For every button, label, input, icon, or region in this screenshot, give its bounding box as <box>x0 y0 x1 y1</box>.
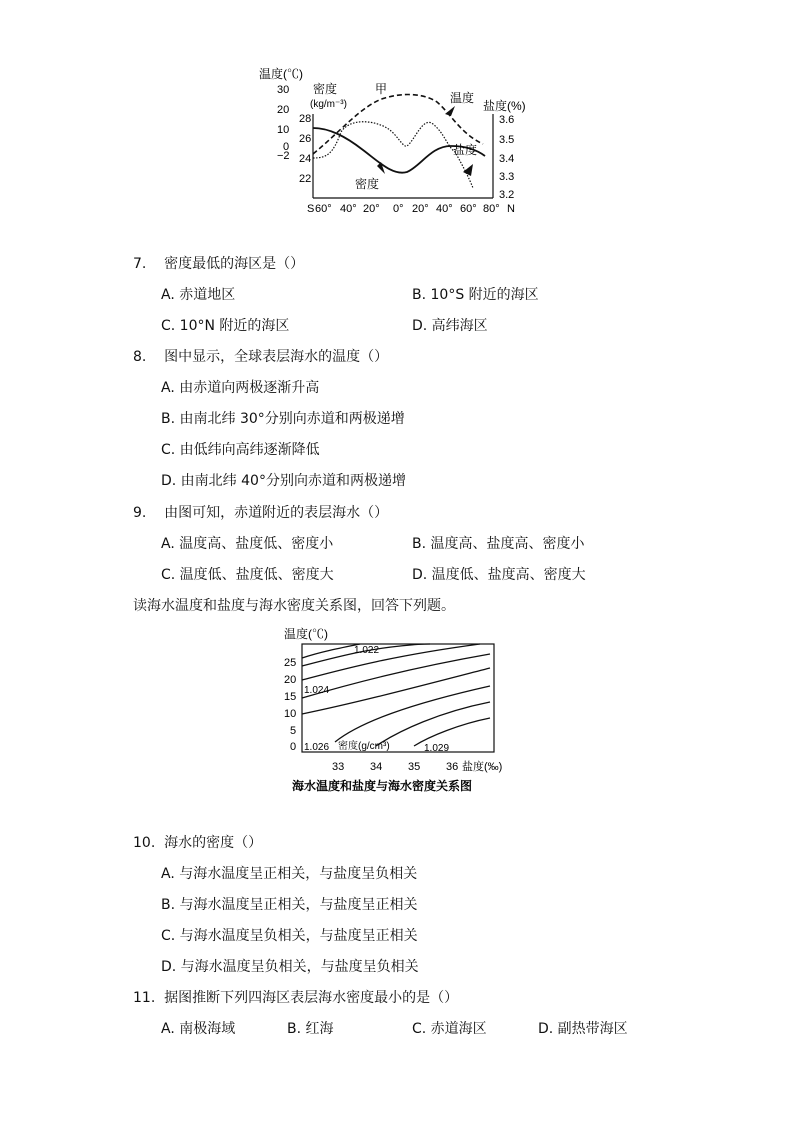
temp-tick: 30 <box>277 84 290 96</box>
x-tick: 33 <box>332 761 345 773</box>
option[interactable]: A. 温度高、盐度低、密度小 <box>161 536 334 552</box>
x-axis-label: 盐度(‰) <box>462 761 503 773</box>
intro-text: 读海水温度和盐度与海水密度关系图，回答下列题。 <box>133 598 455 614</box>
isoline <box>414 718 490 746</box>
option[interactable]: B. 温度高、盐度高、密度小 <box>412 536 585 552</box>
x-tick: 80° <box>483 203 500 215</box>
density-arrow <box>377 162 385 174</box>
question-11-stem <box>133 989 458 1007</box>
x-tick: N <box>507 203 515 215</box>
question-text: 据图推断下列四海区表层海水密度最小的是（） <box>164 990 459 1006</box>
option[interactable]: C. 由低纬向高纬逐渐降低 <box>161 442 320 458</box>
y-tick: 20 <box>284 674 297 686</box>
x-tick: 40° <box>436 203 453 215</box>
question-number: 11. <box>133 990 156 1006</box>
option[interactable]: A. 由赤道向两极逐渐升高 <box>161 380 320 396</box>
label-density-curve: 密度 <box>355 177 380 191</box>
option[interactable]: A. 赤道地区 <box>161 287 236 303</box>
density-tick: 24 <box>299 153 312 165</box>
question-text: 海水的密度（） <box>164 835 263 851</box>
option[interactable]: C. 赤道海区 <box>412 1021 487 1037</box>
isoline-label: 1.024 <box>304 685 330 696</box>
x-tick: 60° <box>460 203 477 215</box>
question-7-stem <box>133 255 304 273</box>
y-axis-label: 温度(℃) <box>284 627 328 641</box>
salinity-arrow <box>463 164 473 176</box>
temp-tick: −2 <box>277 150 290 162</box>
question-9-stem <box>133 504 388 522</box>
y-tick: 5 <box>290 725 297 737</box>
y-tick: 25 <box>284 657 297 669</box>
y-tick: 0 <box>290 741 297 753</box>
salinity-axis-label: 盐度(%) <box>483 99 526 113</box>
chart-temp-salinity-density <box>255 62 535 222</box>
option[interactable]: C. 温度低、盐度低、密度大 <box>161 567 334 583</box>
option[interactable]: D. 温度低、盐度高、密度大 <box>412 567 586 583</box>
question-number: 9. <box>133 505 147 521</box>
density-tick: 28 <box>299 113 312 125</box>
option[interactable]: C. 10°N 附近的海区 <box>161 318 290 334</box>
option[interactable]: D. 副热带海区 <box>538 1021 628 1037</box>
y-tick: 15 <box>284 691 297 703</box>
question-number: 8. <box>133 349 147 365</box>
option[interactable]: B. 10°S 附近的海区 <box>412 287 539 303</box>
temp-tick: 0 <box>283 141 290 153</box>
option[interactable]: C. 与海水温度呈负相关，与盐度呈正相关 <box>161 928 418 944</box>
temp-tick: 20 <box>277 104 290 116</box>
salinity-tick: 3.5 <box>499 134 515 146</box>
x-tick: 0° <box>393 203 404 215</box>
isoline <box>376 702 490 746</box>
density-label: 密度(g/cm³) <box>338 741 390 752</box>
temp-arrow <box>445 106 455 116</box>
label-jia: 甲 <box>375 82 388 96</box>
label-salinity-curve: 盐度 <box>453 143 478 157</box>
density-axis-unit: (kg/m⁻³) <box>310 99 347 110</box>
density-tick: 26 <box>299 133 312 145</box>
option[interactable]: D. 由南北纬 40°分别向赤道和两极递增 <box>161 473 406 489</box>
isoline-label: 1.022 <box>354 645 380 656</box>
option[interactable]: D. 高纬海区 <box>412 318 488 334</box>
chart-caption: 海水温度和盐度与海水密度关系图 <box>292 779 473 793</box>
label-temp-curve: 温度 <box>450 91 475 105</box>
y-tick: 10 <box>284 708 297 720</box>
chart-density-isolines <box>280 622 520 797</box>
question-text: 由图可知，赤道附近的表层海水（） <box>164 505 389 521</box>
salinity-tick: 3.4 <box>499 153 515 165</box>
density-tick: 22 <box>299 173 312 185</box>
salinity-tick: 3.3 <box>499 171 515 183</box>
question-text: 图中显示，全球表层海水的温度（） <box>164 349 389 365</box>
isoline <box>335 686 490 742</box>
isoline-label: 1.029 <box>424 743 450 754</box>
option[interactable]: B. 红海 <box>287 1021 334 1037</box>
isoline-label: 1.026 <box>304 742 330 753</box>
density-axis-label: 密度 <box>313 82 338 96</box>
x-tick: S <box>307 203 315 215</box>
x-tick: 60° <box>315 203 332 215</box>
question-8-stem <box>133 348 388 366</box>
isoline <box>302 668 490 714</box>
option[interactable]: B. 与海水温度呈正相关，与盐度呈正相关 <box>161 897 418 913</box>
question-10-stem <box>133 834 262 852</box>
x-tick: 34 <box>370 761 383 773</box>
question-number: 7. <box>133 256 147 272</box>
isoline <box>302 644 360 658</box>
option[interactable]: A. 南极海域 <box>161 1021 236 1037</box>
x-tick: 36 <box>446 761 459 773</box>
question-text: 密度最低的海区是（） <box>164 256 305 272</box>
temp-axis-label: 温度(℃) <box>259 67 303 81</box>
x-tick: 35 <box>408 761 421 773</box>
question-number: 10. <box>133 835 156 851</box>
plot-frame <box>302 644 494 752</box>
salinity-tick: 3.6 <box>499 114 515 126</box>
x-tick: 20° <box>412 203 429 215</box>
option[interactable]: B. 由南北纬 30°分别向赤道和两极递增 <box>161 411 405 427</box>
temp-tick: 10 <box>277 124 290 136</box>
x-tick: 20° <box>363 203 380 215</box>
salinity-tick: 3.2 <box>499 189 515 201</box>
option[interactable]: A. 与海水温度呈正相关，与盐度呈负相关 <box>161 866 418 882</box>
option[interactable]: D. 与海水温度呈负相关，与盐度呈负相关 <box>161 959 419 975</box>
x-tick: 40° <box>340 203 357 215</box>
